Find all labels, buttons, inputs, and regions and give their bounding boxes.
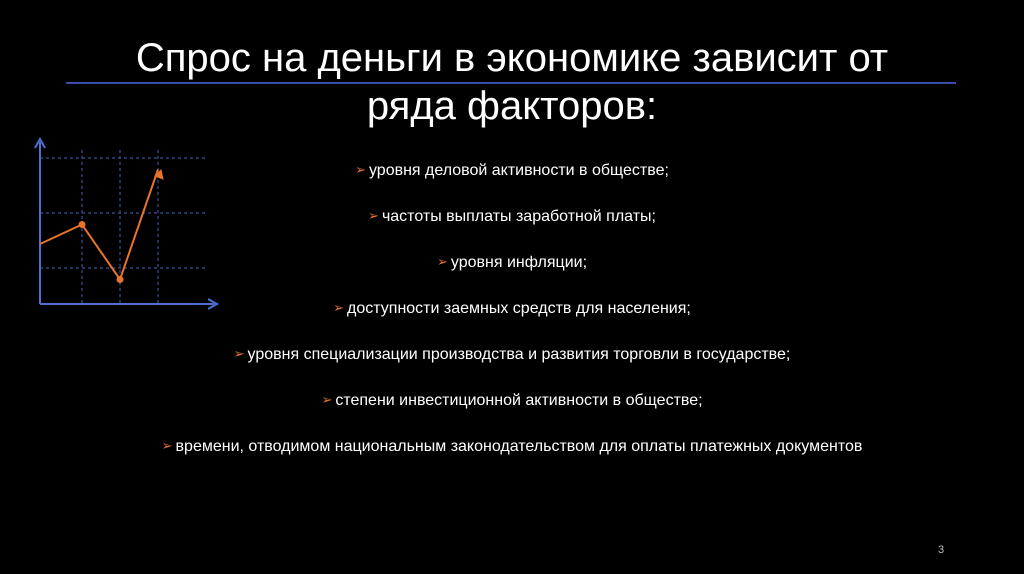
list-item-text: времени, отводимом национальным законодательством для оплаты платежных документов bbox=[175, 438, 863, 455]
list-item-text: частоты выплаты заработной платы; bbox=[381, 208, 656, 225]
list-item bbox=[60, 382, 964, 428]
list-item-text: степени инвестиционной активности в обществе; bbox=[335, 392, 703, 409]
list-item-text: доступности заемных средств для населения; bbox=[347, 300, 691, 317]
list-item bbox=[60, 244, 964, 290]
page-number: 3 bbox=[938, 544, 945, 556]
title-line-2: ряда факторов: bbox=[366, 84, 658, 128]
list-item-text: уровня специализации производства и развития торговли в государстве; bbox=[247, 346, 791, 363]
title-line-1: Спрос на деньги в экономике зависит от bbox=[135, 36, 889, 80]
chevron-right-icon: ➢ bbox=[233, 346, 245, 361]
title-underline bbox=[66, 82, 956, 84]
chevron-right-icon: ➢ bbox=[436, 254, 448, 269]
chevron-right-icon: ➢ bbox=[368, 208, 379, 223]
list-item-text: уровня инфляции; bbox=[450, 254, 588, 271]
chevron-right-icon: ➢ bbox=[355, 162, 366, 177]
factor-list bbox=[60, 152, 964, 474]
list-item bbox=[60, 290, 964, 336]
list-item bbox=[60, 336, 964, 382]
chevron-right-icon: ➢ bbox=[333, 300, 345, 315]
list-item bbox=[60, 152, 964, 198]
chevron-right-icon: ➢ bbox=[161, 438, 173, 453]
list-item bbox=[60, 198, 964, 244]
list-item bbox=[60, 428, 964, 474]
chevron-right-icon: ➢ bbox=[321, 392, 333, 407]
list-item-text: уровня деловой активности в обществе; bbox=[368, 162, 669, 179]
